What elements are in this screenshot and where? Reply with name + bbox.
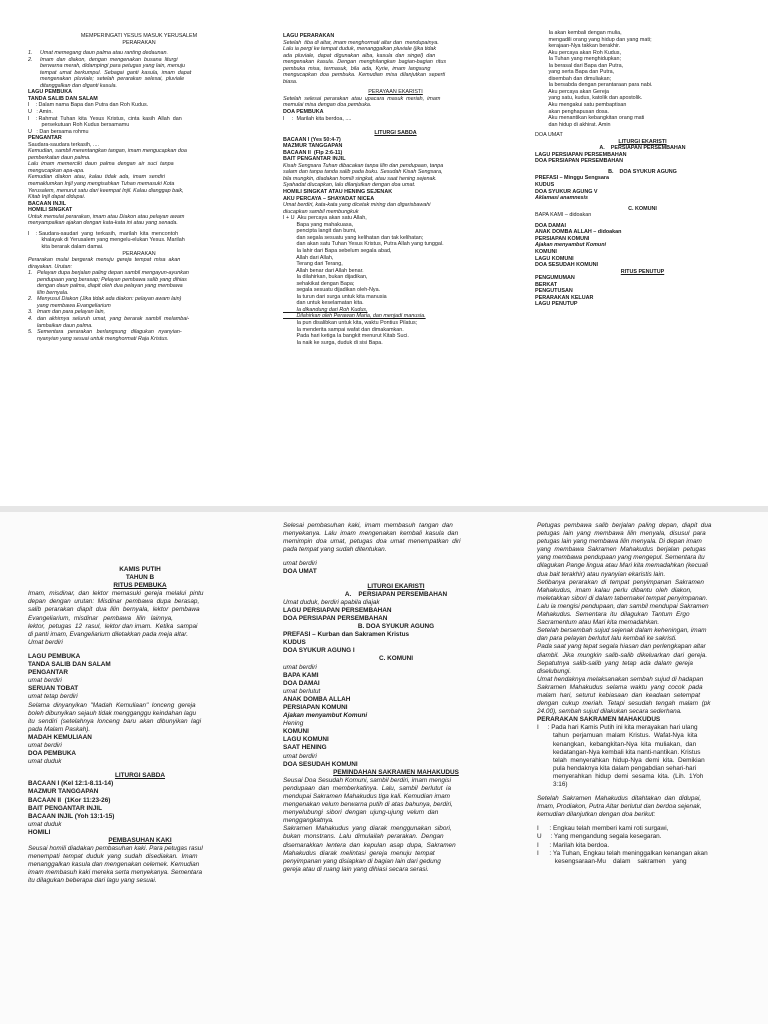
text-line: yang membawa pendupaan yang mengepul. Sementara itu [537,554,705,562]
text-line: salib perarakan diapit dua lilin bernyala, lektor pembawa [28,606,200,614]
text-line: ada pluviale, dapat digunakan alba, kasula dan singel) dan [283,52,436,59]
text-line: TANDA SALIB DAN SALAM [28,661,111,669]
text-line: I : Ya Tuhan, Engkau telah meninggalkan kenangan akan [537,849,708,857]
text-line: menyekanya. Lalu imam mengenakan kembali kasula dan [283,530,459,538]
text-line: I : Rahmat Tuhan kita Yesus Kristus, cinta kasih Allah dan [28,115,182,122]
text-line: Saudara-saudara terkasih, .... [28,141,100,148]
text-line: Umat duduk, berdiri apabila diajak [283,598,380,606]
text-line: Ia pun disalibkan untuk kita, waktu Pontius Pilatus; [283,319,418,326]
text-line: DOA DAMAI [283,679,320,687]
text-line: mendupai Sakramen Mahakudus tiga kali. Kemudian imam [283,793,450,800]
text-line: 3. Imam dan para pelayan lain, [28,309,106,316]
text-line: Seusai homili diadakan pembasuhan kaki. Para petugas rasul [28,845,203,853]
text-line: mengenakan pluviale; setelah perarakan selesai, pluviale [28,76,185,83]
text-line: Aklamasi anamnesis [535,195,589,202]
page2-column-3 [537,522,759,1022]
text-line: umat duduk [28,820,62,828]
text-line: Umat berdiri [28,638,63,646]
text-line: menggangkatnya. [283,817,334,825]
text-line: PREFASI – Kurban dan Sakramen Kristus [283,631,410,639]
text-line: dirayakan. Urutan: [28,263,73,270]
text-line: LITURGI EKARISTI [367,582,425,590]
text-line: Ajakan menyambut Komuni [283,712,368,720]
text-line: khalayak di Yerusalem yang mengelu-elukan Yesus. Marilah [28,237,185,244]
text-line: DOA PEMBUKA [283,109,324,116]
text-line: Seusai Doa Sesudah Komuni, sambil berdiri, imam mengisi [283,776,452,784]
text-line: PEMINDAHAN SAKRAMEN MAHAKUDUS [333,768,459,776]
text-line: PREFASI – Minggu Sengsara [535,175,609,182]
text-line: Ia berasal dari Bapa dan Putra, [535,62,624,69]
text-line: DOA DAMAI [535,222,566,229]
text-line: mengenakan velum berwarna putih di atas bahunya, berdiri, [283,801,453,809]
text-line: mengenakan kasula. Dengan menghilangkan bagian-bagian ritus [283,59,447,66]
text-line: BAPA KAMI – didoakan [535,212,592,219]
text-line: salam dan tanpa tanda salib pada buku. Sesudah Kisah Sengsara, [283,169,443,176]
text-line: DOA PERSIAPAN PERSEMBAHAN [283,614,388,622]
text-line: diselubungi. [537,667,572,675]
text-line: Aku percaya akan Gereja [535,88,610,95]
text-line: PERARAKAN [122,250,156,257]
text-line: Setelah tiba di altar, imam menghormati altar dan mendupainya. [283,39,439,46]
text-line: Allah dari Allah, [283,254,334,261]
text-line: PENGUTUSAN [535,288,573,295]
text-line: Mahakudus. Sementara itu dilagukan Tantum Ergo [537,611,690,619]
text-line: Mahakudus, imam kalau perlu dibantu oleh diakon, [537,586,692,594]
text-line: RITUS PENUTUP [620,268,665,275]
text-line: BACAAN INJIL [28,200,67,207]
text-line: lambaikan daun palma. [28,322,93,329]
text-line: MADAH KEMULIAAN [28,733,92,741]
text-line: Aku percaya akan Roh Kudus, [535,49,621,56]
text-line: MEMPERINGATI YESUS MASUK YERUSALEM [80,33,198,39]
page1-column-3 [535,30,750,500]
text-line: U : Dan bersama rohmu [28,128,89,135]
text-line: BAIT PENGANTAR INJIL [28,804,103,812]
page2-column-1 [28,518,252,1018]
text-line: pada Malam Paskah). [28,725,91,733]
text-line: KOMUNI [535,248,557,255]
text-line: PERARAKAN KELUAR [535,294,594,301]
text-line: TAHUN B [125,574,155,582]
text-line: KAMIS PUTIH [119,566,161,573]
text-line: Dilahirkan oleh Perawan Maria, dan menjadi manusia. [283,313,426,320]
text-line: Evangeliarium, misdinar pembawa lilin lainnya, [28,614,173,622]
text-line: LAGU PEMBUKA [28,89,73,96]
text-line: Aku menantikan kebangkitan orang mati [535,115,645,122]
text-line: pembuka misa, termasuk, bila ada, Kyrie, imam langsung [283,65,431,72]
text-line: Kisah Sengsara Tuhan dibacakan tanpa lilin dan pendupaan, tanpa [283,162,444,169]
text-line: Setibanya perarakan di tempat penyimpanan Sakramen [537,578,704,586]
text-line: boleh dibunyikan sejauh tidak mengganggu keindahan lagu [28,709,197,717]
text-line: Pada hari ketiga Ia bangkit menurut Kitab Suci. [283,333,409,340]
text-line: yang satu, kudus, katolik dan apostolik. [535,95,643,102]
text-line: Allah benar dari Allah benar. [283,267,364,274]
text-line: tempat umat berkumpul. Sebagai ganti kasula, imam dapat [28,69,192,76]
text-line: mengadili orang yang hidup dan yang mati; [535,36,652,43]
text-line: PENGANTAR [28,135,62,142]
text-line: umat tetap berdiri [28,693,78,701]
text-line: Kemudian diakon atau, kalau tidak ada, imam sendiri [28,174,165,181]
text-line: memulai misa dengan doa pembuka. [283,102,372,109]
page2-column-2 [283,522,509,1022]
text-line: Ia akan kembali dengan mulia, [535,30,622,36]
text-line: BAIT PENGANTAR INJIL [283,156,346,163]
text-line: Ia dilahirkan, bukan dijadikan, [283,274,368,281]
text-line: memimpin doa umat, petugas doa umat menempatkan diri [283,538,461,546]
text-line: B. DOA SYUKUR AGUNG [608,168,677,175]
text-line: 1. Pelayan dupa berjalan paling depan sambil mengayun-ayunkan [28,270,189,277]
text-line: Ia naik ke surga, duduk di sisi Bapa. [283,339,383,346]
text-line: 3:16) [537,781,568,788]
text-line: Ajakan menyambut Komuni [535,242,606,249]
text-line: berwarna merah, didampingi para petugas yang lain, menuju [28,63,186,70]
text-line: umat duduk [28,758,62,766]
text-line: Selama dinyanyikan "Madah Kemuliaan" lonceng gereja [28,701,196,709]
text-line: pada tempat yang sudah ditentukan. [283,546,387,554]
text-line: dua bait terakhir) atau nyanyian ekaristis lain. [537,570,666,578]
text-line: umat berdiri [283,663,317,671]
text-line: biasa. [283,78,298,85]
text-line: I : Dalam nama Bapa dan Putra dan Roh Kudus. [28,102,149,109]
text-line: dan segala sesuatu yang kelihatan dan tak kelihatan; [283,234,424,241]
text-line: BACAAN II (Flp 2:6-11) [283,149,343,156]
text-line: LAGU KOMUNI [283,736,329,744]
blank-line [28,518,252,542]
text-line: 4. dan akhirnya seluruh umat, yang berarak sambil melambai- [28,315,190,322]
text-line: PENGANTAR [28,669,69,677]
text-line: Umat hendaknya melaksanakan sembah sujud di hadapan [537,675,704,683]
text-line: dan untuk keselamatan kita. [283,300,364,307]
text-line: Perarakan mulai bergerak menuju gereja tempat misa akan [28,257,181,264]
text-line: kesengsaraan-Mu dalam sakramen yang [537,857,687,865]
text-line: U : Amin. [28,109,53,116]
text-line: umat berlutut [283,687,321,695]
text-line: PERSIAPAN KOMUNI [283,703,348,711]
text-line: Selesai pembasuhan kaki, imam membasuh tangan dan [283,522,453,529]
text-line: LAGU PERSIAPAN PERSEMBAHAN [535,151,627,158]
text-line: LAGU PENUTUP [535,301,578,308]
text-line: 1. Umat memegang daun palma atau ranting dedaunan. [28,50,168,57]
text-line: Ia Tuhan yang menghidupkan; [535,56,622,63]
text-line: BAPA KAMI [283,671,319,679]
text-line: menyerahkan hidup demi sesama kita. (Lih. 1Yoh [537,772,704,780]
text-line: malam hari, seturut kebiasaan dan keadaan setempat [537,691,701,699]
text-line: Ia lahir dari Bapa sebelum segala abad, [283,247,392,254]
text-line: kemudian dilanjutkan dengan doa berikut: [537,811,656,819]
text-line: BACAAN II (1Kor 11:23-26) [28,796,111,804]
text-line: pemberkatan daun palma. [28,154,91,161]
text-line: Lalu imam memerciki daun palma dengan air suci tanpa [28,161,174,168]
text-line: I : Pada hari Kamis Putih ini kita merayakan hari ulang [537,724,698,732]
text-line: C. KOMUNI [628,205,657,212]
text-line: tahun perjamuan malam Kristus. Wafat-Nya kita [537,732,698,740]
text-line: disemarakkan lentera dan kepulan asap dupa, Sakramen [283,841,456,849]
text-line: Petugas pembawa salib berjalan paling depan, diapit dua [537,522,712,529]
text-line: Imam, Prodiakon, Putra Altar berlutut dan berdoa sejenak, [537,803,702,811]
text-line: ANAK DOMBA ALLAH – didoakan [535,229,622,236]
text-line: I : Engkau telah memberi kami roti surgawi, [537,825,669,833]
text-line: kita berarak dalam damai. [28,243,104,250]
text-line: LAGU PEMBUKA [28,652,81,660]
text-line: petugas lain yang membawa lilin menyala. Di depan imam [537,538,702,546]
text-line: BACAAN I (Yes 50:4-7) [283,136,341,143]
text-line: PENGUMUMAN [535,275,575,282]
text-line: KUDUS [283,639,306,647]
text-line: C. KOMUNI [378,655,414,663]
text-line: persekutuan Roh Kudus bersamamu [28,122,130,129]
text-line: dan para pelayan berlutut lalu kembali ke sakristi. [537,635,677,643]
text-line: A. PERSIAPAN PERSEMBAHAN [344,590,448,598]
text-line: diambil. Jika mungkin salib-salib dikeluarkan dari gereja. [537,651,708,659]
text-line: meletakkan sibori di dalam tabernakel tempat penyimpanan. [537,594,708,602]
text-line: memaklumkan Injil yang mengisahkan Tuhan memasuki Kota [28,181,175,188]
text-line: menanggalkan kasula dan mengenakan celemek. Kemudian [28,861,200,869]
text-line: PERSIAPAN KOMUNI [535,235,590,242]
text-line: Kitab Injil dapat didupai. [28,194,86,201]
text-line: Ia bersabda dengan perantaraan para nabi. [535,82,653,89]
text-line: itu dilagukan beberapa dari lagu yang sesuai. [28,877,157,885]
text-line: DOA UMAT [535,132,563,139]
text-line: diucapkan sambil membungkuk [283,208,359,215]
text-line: DOA PEMBUKA [28,750,77,758]
text-line: Setelah bersembah sujud sejenak dalam keheningan, imam [537,627,707,635]
text-line: umat berdiri [283,752,317,760]
text-line: Umat berdiri, kata-kata yang dicetak miring dan digarisbawahi [283,202,431,209]
text-line: Ia turun dari surga untuk kita manusia [283,293,387,300]
text-line: bila mungkin, diadakan homili singkat, atau saat hening sejenak. [283,175,437,182]
text-line: DOA UMAT [283,568,317,576]
text-line: depan dengan urutan: Misdinar pembawa dupa berasap, [28,598,200,606]
text-line: LAGU KOMUNI [535,255,574,262]
text-line: 2. Menyusul Diakon (Jika tidak ada diakon: pelayan awam lain) [28,296,182,303]
text-line: BACAAN INJIL (Yoh 13:1-15) [28,812,115,820]
text-line: PEMBASUHAN KAKI [108,837,172,844]
text-line: DOA SESUDAH KOMUNI [535,262,598,269]
text-line: DOA SYUKUR AGUNG I [283,647,355,655]
text-line: HOMILI SINGKAT ATAU HENING SEJENAK [283,189,393,196]
text-line: dengan cukup meriah. Tetapi sesudah tengah malam (pk [537,700,711,708]
text-line: telah menyerahkan hidup-Nya demi kita. Demikian [537,756,705,764]
text-line: LITURGI SABDA [114,772,166,780]
text-line: I : Saudara-saudari yang terkasih, marilah kita mencontoh [28,230,179,237]
text-line: pendupaan dan memberkatinya. Lalu, sambil berlutut ia [283,784,452,792]
text-line: bukan monstrans. Lalu dimulailah perarakan. Dengan [283,833,444,841]
text-line: U : Yang mengandung segala kesegaran. [537,833,662,841]
text-line: Setelah Sakramen Mahakudus ditahtakan dan didupai, [537,795,702,803]
text-line: imam membasuh kaki mereka serta menyekanya. Sementara [28,869,203,877]
text-line: Setelah selesai perarakan atau upacara masuk meriah, imam [283,95,441,102]
text-line: I : Marilah kita berdoa, .... [283,115,352,122]
text-line: petugas lain yang membawa lilin menyala, disusul para [537,530,706,538]
text-line: TANDA SALIB DAN SALAM [28,95,98,102]
text-line: BACAAN I (Kel 12:1-8.11-14) [28,780,114,788]
text-line: MAZMUR TANGGAPAN [28,788,99,796]
text-line: Terang dari Terang, [283,261,343,268]
text-line: lektor, petugas 12 rasul, lektor dan imam. Ketika sampai [28,622,198,630]
text-line: Sepatutnya salib-salib yang tetap ada dalam gereja [537,659,693,667]
text-line: B. DOA SYUKUR AGUNG [357,623,435,631]
text-line: DOA SYUKUR AGUNG V [535,188,598,195]
text-line: ANAK DOMBA ALLAH [283,695,351,703]
text-line: PERARAKAN SAKRAMEN MAHAKUDUS [537,716,661,724]
page1-column-2 [283,33,508,503]
text-line: menyelubungi sibori dengan ujung-ujung velum dan [283,809,439,817]
text-line: segala sesuatu dijadikan oleh-Nya. [283,287,381,294]
text-line: Syahadat diucapkan, lalu dilanjutkan dengan doa umat. [283,182,416,189]
text-line: pula hendaknya kita dalam pengabdian sehari-hari [537,764,697,772]
text-line: umat berdiri [283,560,317,568]
text-line: gereja atau di ruang lain yang dihiasi secara serasi. [283,865,429,873]
text-line: yang serta Bapa dan Putra, [535,69,615,76]
text-line: sehakikat dengan Bapa; [283,280,355,287]
text-line: BERKAT [535,281,558,288]
text-line: mengucapkan apa-apa. [28,167,85,174]
text-line: dengan daun palma, diapit oleh dua pelayan yang membawa [28,283,183,290]
text-line: A. PERSIAPAN PERSEMBAHAN [599,145,686,152]
text-line: dan hidup di akhirat. Amin [535,121,611,128]
text-line: MAZMUR TANGGAPAN [283,143,343,150]
text-line: ditanggalkan dan diganti kasula. [28,82,118,89]
text-line: LAGU PERARAKAN [283,33,335,39]
text-line: kenangkan, kebangkitan-Nya kita muliakan, dan [537,740,697,748]
text-line: I + U Aku percaya akan satu Allah, [283,215,367,222]
text-line: kerajaan-Nya takkan berakhir. [535,43,621,50]
text-line: pendupaan yang berasap; Pelayan pembawa salib yang dihias [28,276,187,283]
text-line: pencipta langit dan bumi, [283,228,357,235]
text-line: LITURGI EKARISTI [618,138,667,145]
text-line: Ia dikandung dari Roh Kudus, [283,306,368,313]
text-line: KUDUS [535,182,555,189]
text-line: kedatangan-Nya kembali kita nanti-nantikan. Kristus [537,748,701,756]
text-line: SAAT HENING [283,744,327,752]
text-line: yang membawa Evangeliarium [28,302,111,309]
text-line: di panti imam, Evangeliarium diletakkan pada meja altar. [28,630,188,638]
text-line: lilin bernyala. [28,289,69,296]
text-line: SERUAN TOBAT [28,685,79,693]
text-line: Sakramen Mahakudus yang diarak menggunakan sibori, [283,825,452,833]
text-line: Lalu ia pergi ke tempat duduk, menanggalkan pluviale (jika tidak [283,46,437,53]
text-line: umat berdiri [28,741,62,749]
text-line: DOA PERSIAPAN PERSEMBAHAN [535,158,624,165]
text-line: AKU PERCAYA – SHAYADAT NICEA [283,195,375,202]
text-line: penyimpanan yang disiapkan di bagian lain dari gedung [283,857,441,865]
text-line: Sakramen Mahakudus selama waktu yang cocok pada [537,683,703,691]
text-line: Imam, misdinar, dan lektor memasuki gereja melalui pintu [28,590,204,598]
text-line: Sacramentum atau Mari kita memadahkan. [537,619,660,627]
text-line: 24.00), sembah sujud dilakukan secara sederhana. [537,708,682,716]
text-line: Yerusalem, menurut satu dari keempat Injil. Kalau dianggap baik, [28,187,184,194]
text-line: dilagukan Pange lingua atau Mari kita memadahkan (kecuali [537,562,708,570]
text-line: RITUS PEMBUKA [113,582,167,590]
text-line: itu sendiri (setelahnya lonceng baru akan dibunyikan lagi [28,717,202,725]
text-line: 5. Sementara perarakan berlangsung dilagukan nyanyian- [28,329,182,336]
text-line: LAGU PERSIAPAN PERSEMBAHAN [283,606,392,614]
text-line: PERARAKAN [122,39,156,46]
text-line: PERAYAAN EKARISTI [368,89,423,96]
text-line: Ia menderita sampai wafat dan dimakamkan. [283,326,404,333]
text-line: Untuk memulai perarakan, imam atau Diakon atau pelayan awam [28,213,185,220]
text-line: akan penghapusan dosa. [535,108,610,115]
text-line: Lalu ia mengisi pendupaan, dan sambil mendupai Sakramen [537,602,709,610]
text-line: DOA SESUDAH KOMUNI [283,760,358,768]
text-line: HOMILI [28,828,51,836]
text-line: Pada saat yang tepat segala hiasan dan perlengkapan altar [537,643,706,651]
text-line: I : Marilah kita berdoa. [537,841,610,849]
text-line: KOMUNI [283,728,309,736]
text-line: HOMILI SINGKAT [28,207,73,214]
text-line: Bapa yang mahakuasa, [283,221,354,228]
text-line: Aku mengakui satu pembaptisan [535,102,627,109]
page1-column-1 [28,33,250,503]
text-line: Mahakudus diarak melintasi gereja menuju tempat [283,849,435,857]
text-line: umat berdiri [28,677,62,685]
text-line: 2. Imam dan diakon, dengan mengenakan busana liturgi [28,56,178,63]
text-line: nyanyian yang sesuai untuk menghormati Raja Kristus. [28,335,169,342]
text-line: mengucapkan doa pembuka. Kemudian misa dilanjutkan seperti [283,72,446,79]
blank-line [28,542,252,566]
text-line: Kemudian, sambil merentangkan tangan, imam mengucapkan doa [28,148,187,155]
text-line: yang membawa Sakramen Mahakudus berjalan petugas [537,546,706,554]
document-page-2 [0,512,768,1024]
text-line: menempati tempat duduk yang sudah disediakan. Imam [28,853,198,861]
text-line: dan akan satu Tuhan Yesus Kristus, Putra Allah yang tunggal. [283,241,444,248]
text-line: LITURGI SABDA [374,130,417,137]
text-line: disembah dan dimuliakan; [535,75,612,82]
text-line: Hening [283,720,304,728]
text-line: menyampaikan ajakan dengan kata-kata ini atau yang senada. [28,220,178,227]
